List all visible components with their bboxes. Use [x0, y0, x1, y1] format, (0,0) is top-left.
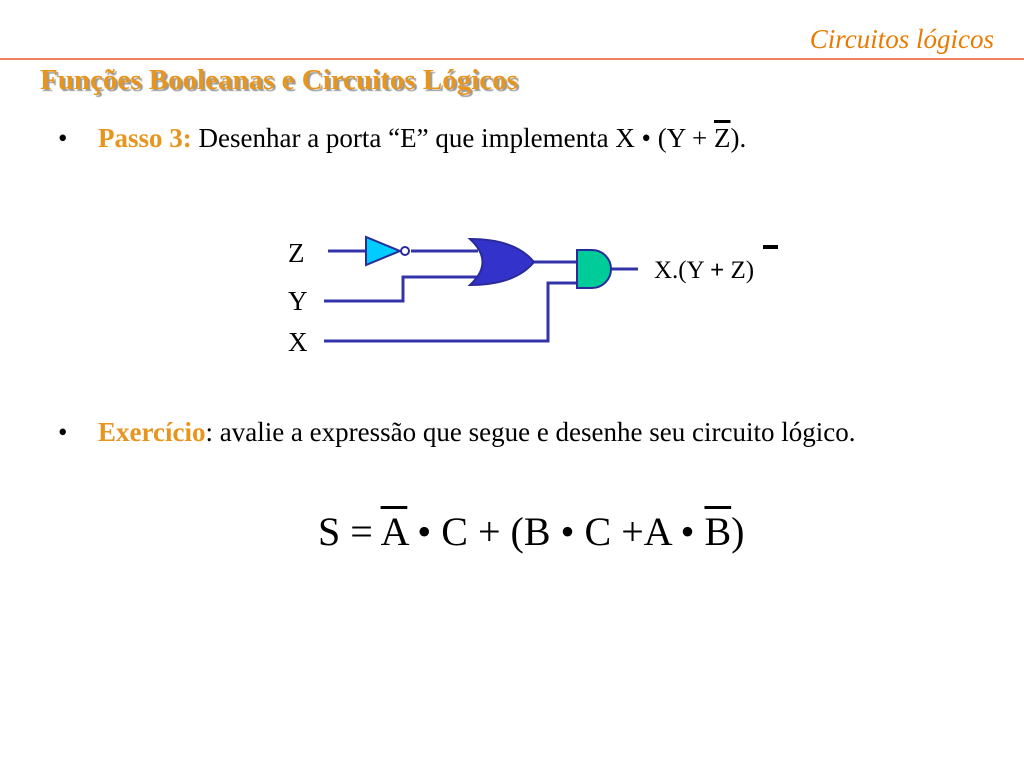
boolean-expression — [318, 508, 744, 555]
input-label-x: X — [288, 327, 308, 357]
output-prefix: X.(Y — [654, 257, 711, 284]
bullet-text — [98, 414, 978, 450]
not-gate — [366, 237, 400, 265]
output-z-bar — [763, 245, 778, 249]
exercise-description: : avalie a expressão que segue e desenhe seu circuito lógico. — [205, 417, 856, 447]
bullet-marker: • — [58, 417, 68, 447]
output-plus: + — [710, 257, 725, 284]
header-title: Circuitos lógicos — [809, 24, 994, 54]
slide-title: Funções Booleanas e Circuitos Lógicos — [40, 64, 518, 96]
input-label-z: Z — [288, 238, 305, 268]
logic-circuit-diagram — [280, 225, 820, 360]
equation-part-1: S = — [318, 509, 381, 554]
wire-x-to-and — [324, 283, 577, 341]
step-description: Desenhar a porta “E” que implementa X • (Y + — [191, 123, 714, 153]
a-complement: $\overline{A}$ — [380, 509, 408, 554]
output-label — [654, 257, 754, 284]
bullet-marker: • — [58, 123, 68, 153]
step-label: Passo 3: — [98, 123, 192, 153]
output-z-complement: Z — [730, 257, 746, 284]
equation-part-3: ) — [731, 509, 745, 554]
or-gate — [470, 239, 534, 285]
wire-y-to-or — [324, 277, 480, 301]
step-description-end: ). — [730, 123, 747, 153]
output-suffix: ) — [745, 257, 755, 284]
equation-part-2: • C + (B • C +A • — [407, 509, 705, 554]
input-label-y: Y — [288, 286, 308, 316]
and-gate — [577, 250, 611, 288]
not-gate-bubble — [401, 247, 409, 255]
z-complement: $\overline{Z}$ — [713, 123, 731, 153]
header-divider — [0, 58, 1024, 60]
b-complement: $\overline{B}$ — [704, 509, 732, 554]
bullet-text — [98, 120, 746, 156]
exercise-label: Exercício — [98, 417, 206, 447]
